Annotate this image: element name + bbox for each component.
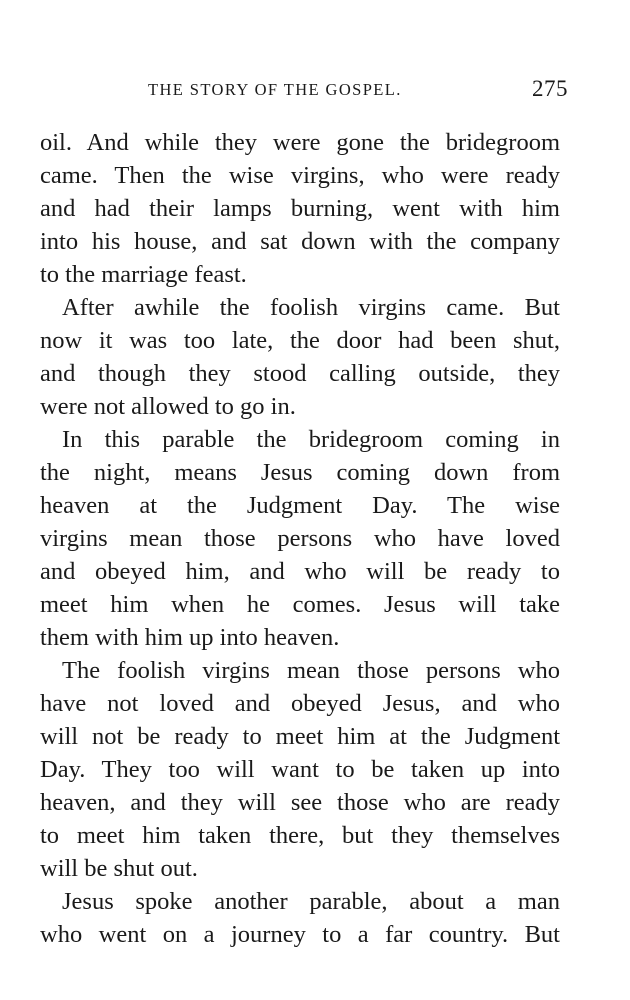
text-line: The foolish virgins mean those persons who xyxy=(62,657,560,684)
text-line: now it was too late, the door had been shut, xyxy=(40,327,560,354)
text-line: Day. They too will want to be taken up into xyxy=(40,756,560,783)
text-line: After awhile the foolish virgins came. But xyxy=(62,294,560,321)
text-line: will not be ready to meet him at the Judgment xyxy=(40,723,560,750)
paragraph xyxy=(40,291,560,423)
body-text xyxy=(40,126,560,951)
text-line: heaven at the Judgment Day. The wise xyxy=(40,492,560,519)
text-line: and had their lamps burning, went with him xyxy=(40,195,560,222)
paragraph xyxy=(40,885,560,951)
paragraph xyxy=(40,423,560,654)
text-line: will be shut out. xyxy=(40,855,198,882)
text-line: came. Then the wise virgins, who were ready xyxy=(40,162,560,189)
text-line: meet him when he comes. Jesus will take xyxy=(40,591,560,618)
text-line: the night, means Jesus coming down from xyxy=(40,459,560,486)
text-line: and though they stood calling outside, they xyxy=(40,360,560,387)
text-line: heaven, and they will see those who are ready xyxy=(40,789,560,816)
text-line: them with him up into heaven. xyxy=(40,624,340,651)
text-line: into his house, and sat down with the company xyxy=(40,228,560,255)
text-line: oil. And while they were gone the bridegroom xyxy=(40,129,560,156)
text-line: to the marriage feast. xyxy=(40,261,247,288)
paragraph xyxy=(40,126,560,291)
paragraph xyxy=(40,654,560,885)
text-line: who went on a journey to a far country. But xyxy=(40,921,560,948)
text-line: virgins mean those persons who have loved xyxy=(40,525,560,552)
running-head xyxy=(40,76,568,106)
text-line: and obeyed him, and who will be ready to xyxy=(40,558,560,585)
text-line: In this parable the bridegroom coming in xyxy=(62,426,560,453)
running-title: THE STORY OF THE GOSPEL. xyxy=(148,80,402,99)
page-number: 275 xyxy=(532,76,568,101)
text-line: to meet him taken there, but they themselves xyxy=(40,822,560,849)
text-line: Jesus spoke another parable, about a man xyxy=(62,888,560,915)
text-line: were not allowed to go in. xyxy=(40,393,296,420)
text-line: have not loved and obeyed Jesus, and who xyxy=(40,690,560,717)
